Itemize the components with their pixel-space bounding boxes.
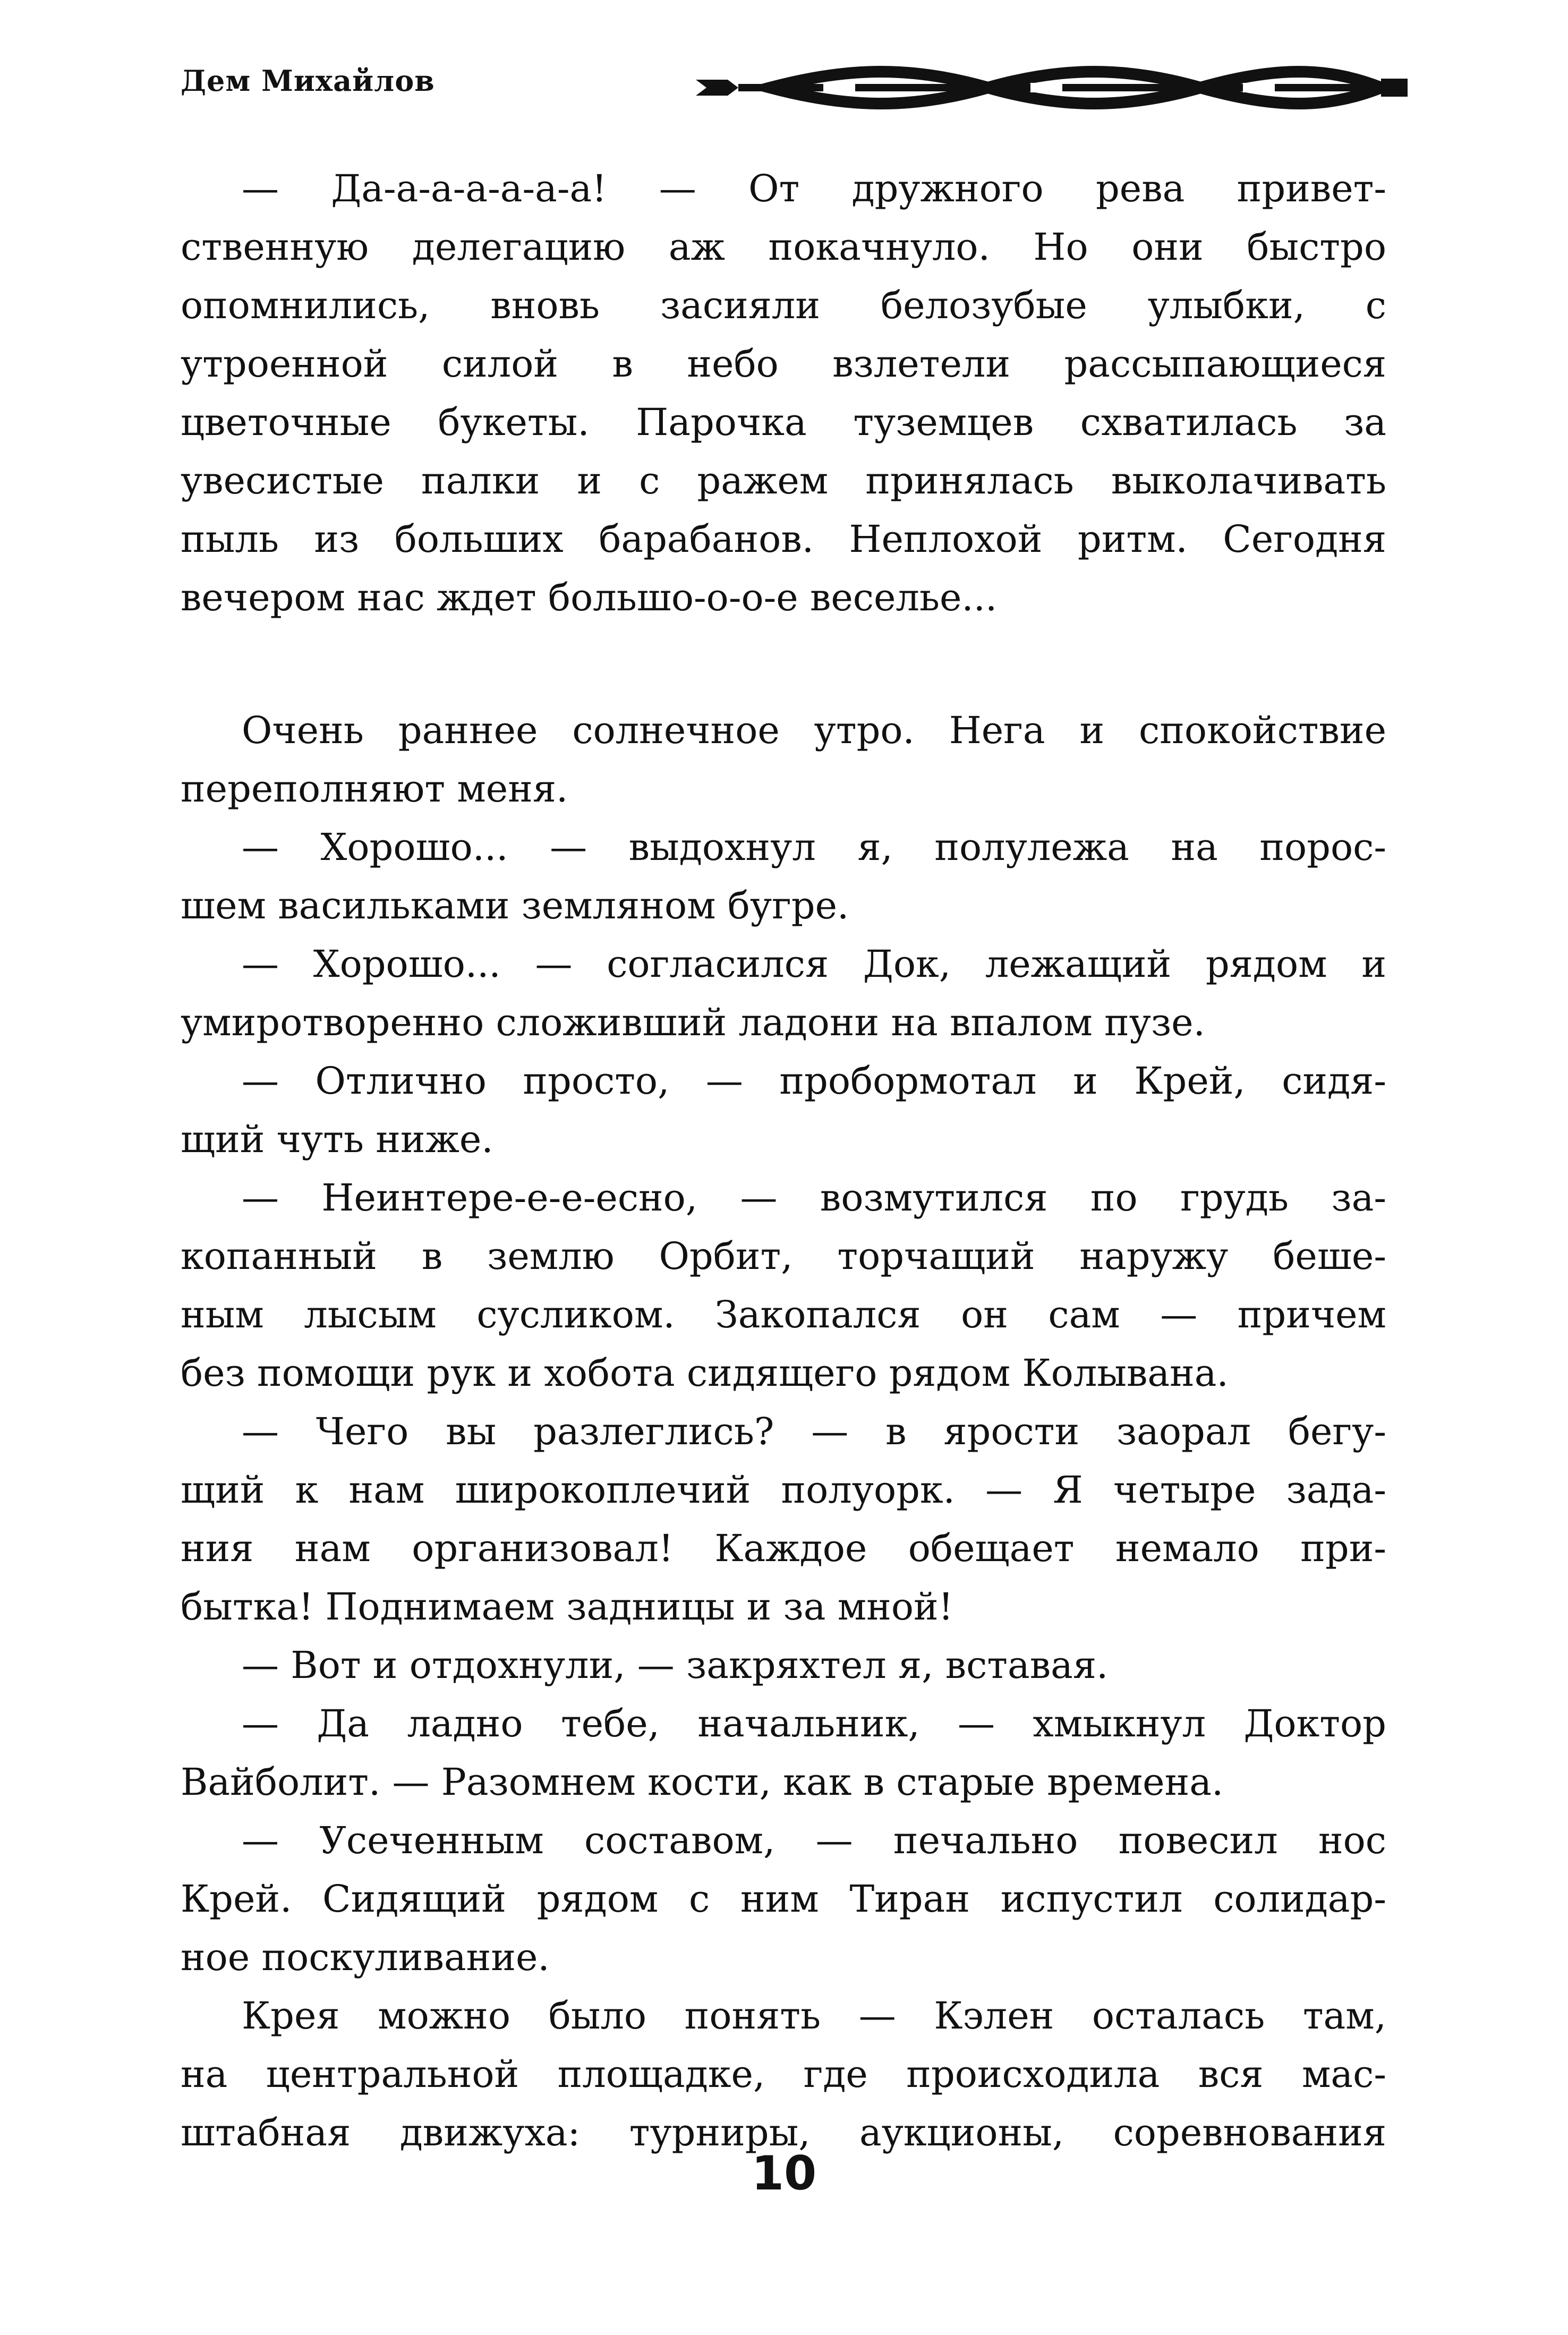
text-line: Крей. Сидящий рядом с ним Тиран испустил солидар-	[181, 1877, 1386, 1921]
text-line: — Да-а-а-а-а-а-а! — От дружного рева привет-	[242, 167, 1386, 210]
text-line: ным лысым сусликом. Закопался он сам — причем	[181, 1293, 1386, 1336]
text-line: переполняют меня.	[181, 767, 568, 811]
page-number: 10	[751, 2146, 817, 2201]
text-line: цветочные букеты. Парочка туземцев схватилась за	[181, 400, 1386, 444]
text-line: штабная движуха: турниры, аукционы, соревнования	[181, 2111, 1386, 2154]
text-line: утроенной силой в небо взлетели рассыпающиеся	[181, 342, 1386, 386]
text-line: умиротворенно сложивший ладони на впалом пузе.	[181, 1001, 1205, 1044]
text-line: Крея можно было понять — Кэлен осталась там,	[242, 1994, 1386, 2038]
text-line: Очень раннее солнечное утро. Нега и спокойствие	[242, 709, 1386, 752]
text-line: — Неинтере-е-е-есно, — возмутился по грудь за-	[242, 1176, 1386, 1220]
text-line: — Чего вы разлеглись? — в ярости заорал бегу-	[242, 1410, 1386, 1453]
text-line: — Хорошо... — согласился Док, лежащий рядом и	[242, 942, 1386, 986]
text-line: — Хорошо... — выдохнул я, полулежа на порос-	[242, 825, 1386, 869]
text-line: ственную делегацию аж покачнуло. Но они быстро	[181, 225, 1386, 269]
text-line: щий чуть ниже.	[181, 1118, 493, 1161]
text-line: ное поскуливание.	[181, 1936, 550, 1979]
text-line: щий к нам широкоплечий полуорк. — Я четыре зада-	[181, 1468, 1386, 1512]
text-line: ния нам организовал! Каждое обещает немало при-	[181, 1527, 1386, 1570]
text-line: — Усеченным составом, — печально повесил нос	[242, 1819, 1386, 1862]
text-line: без помощи рук и хобота сидящего рядом Колывана.	[181, 1351, 1229, 1395]
running-header-author: Дем Михайлов	[181, 64, 435, 98]
text-line: — Вот и отдохнули, — закряхтел я, вставая.	[242, 1643, 1109, 1687]
text-line: шем васильками земляном бугре.	[181, 884, 849, 927]
text-line: пыль из больших барабанов. Неплохой ритм. Сегодня	[181, 517, 1386, 561]
text-line: на центральной площадке, где происходила вся мас-	[181, 2052, 1386, 2096]
text-line: — Отлично просто, — пробормотал и Крей, сидя-	[242, 1059, 1386, 1103]
section-break	[181, 627, 1386, 701]
text-line: — Да ладно тебе, начальник, — хмыкнул Доктор	[242, 1702, 1386, 1745]
text-line: опомнились, вновь засияли белозубые улыбки, с	[181, 284, 1386, 327]
text-line: бытка! Поднимаем задницы и за мной!	[181, 1585, 953, 1629]
text-line: увесистые палки и с ражем принялась выколачивать	[181, 459, 1386, 502]
text-line: вечером нас ждет большо-о-о-е веселье...	[181, 576, 998, 619]
body-text	[181, 159, 1386, 2162]
decorative-braid-ornament-icon	[691, 58, 1413, 117]
text-line: копанный в землю Орбит, торчащий наружу беше-	[181, 1234, 1386, 1278]
text-line: Вайболит. — Разомнем кости, как в старые времена.	[181, 1760, 1224, 1804]
